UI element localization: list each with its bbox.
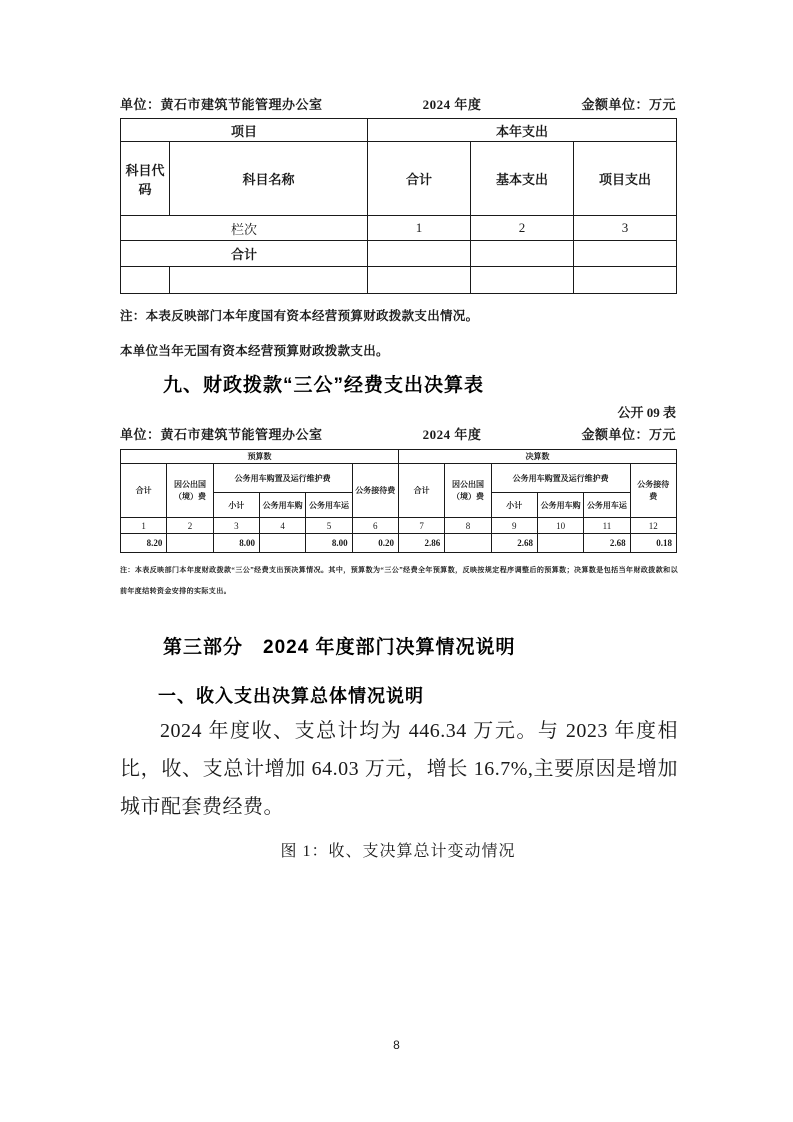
index-cell: 2: [167, 518, 213, 534]
row-total-label: 合计: [121, 241, 368, 267]
table-row: [121, 119, 677, 142]
index-cell: 6: [352, 518, 398, 534]
state-capital-expense-table: [120, 118, 677, 294]
header-total: 合计: [368, 142, 471, 216]
empty-cell: [121, 267, 170, 294]
index-cell: 11: [584, 518, 630, 534]
value-cell: 0.20: [352, 534, 398, 553]
header-vehicle-purchase: 公务用车购: [537, 493, 583, 518]
index-cell: 9: [491, 518, 537, 534]
value-cell: [167, 534, 213, 553]
value-cell: [259, 534, 305, 553]
table-row: [121, 241, 677, 267]
index-cell: 8: [445, 518, 491, 534]
part3-heading1: 一、收入支出决算总体情况说明: [158, 686, 424, 706]
index-cell: 10: [537, 518, 583, 534]
figure1-caption: 图 1：收、支决算总计变动情况: [280, 843, 516, 860]
amount-unit-label: 金额单位：万元: [581, 97, 676, 112]
value-cell: 8.00: [306, 534, 352, 553]
empty-cell: [368, 267, 471, 294]
unit-label: 单位：黄石市建筑节能管理办公室: [120, 97, 323, 112]
header-vehicle-purchase: 公务用车购: [259, 493, 305, 518]
index-cell: 1: [121, 518, 167, 534]
header-subtotal: 小计: [213, 493, 259, 518]
index-cell: 4: [259, 518, 305, 534]
table-row: [121, 216, 677, 241]
empty-cell: [471, 267, 574, 294]
part3-title: 第三部分 2024 年度部门决算情况说明: [163, 637, 516, 658]
value-cell: 8.00: [213, 534, 259, 553]
value-cell: 8.20: [121, 534, 167, 553]
index-cell: 5: [306, 518, 352, 534]
header-subject-code: 科目代码: [121, 142, 170, 216]
header-subject-name: 科目名称: [170, 142, 368, 216]
header-reception: 公务接待费: [352, 464, 398, 518]
empty-cell: [170, 267, 368, 294]
year-label: 2024 年度: [422, 97, 482, 112]
header-total: 合计: [121, 464, 167, 518]
amount-unit-label: 金额单位：万元: [581, 427, 676, 442]
table-row: [121, 267, 677, 294]
header-subtotal: 小计: [491, 493, 537, 518]
value-cell: 0.18: [630, 534, 676, 553]
table-number-label: 公开 09 表: [617, 405, 676, 420]
header-vehicle-group: 公务用车购置及运行维护费: [491, 464, 630, 493]
value-cell: 2.86: [398, 534, 444, 553]
value-cell: 2.68: [491, 534, 537, 553]
header-year-expense: 本年支出: [368, 119, 677, 142]
header-vehicle-operation: 公务用车运: [306, 493, 352, 518]
empty-cell: [471, 241, 574, 267]
year-label: 2024 年度: [422, 427, 482, 442]
section9-heading: 九、财政拨款“三公”经费支出决算表: [163, 375, 485, 396]
header-project: 项目: [121, 119, 368, 142]
header-vehicle-group: 公务用车购置及运行维护费: [213, 464, 352, 493]
value-cell: 2.68: [584, 534, 630, 553]
header-final-group: 决算数: [398, 450, 676, 464]
table-row: [121, 464, 677, 493]
header-reception: 公务接待 费: [630, 464, 676, 518]
index-cell: 3: [213, 518, 259, 534]
value-cell: [445, 534, 491, 553]
header-abroad: 因公出国 （境）费: [167, 464, 213, 518]
index-cell: 1: [368, 216, 471, 241]
row-index-label: 栏次: [121, 216, 368, 241]
table1-note-line2: 本单位当年无国有资本经营预算财政拨款支出。: [120, 344, 389, 358]
empty-cell: [368, 241, 471, 267]
index-cell: 12: [630, 518, 676, 534]
page-number: 8: [393, 1038, 400, 1052]
table-row: [121, 518, 677, 534]
index-cell: 7: [398, 518, 444, 534]
table-row: [121, 142, 677, 216]
empty-cell: [574, 267, 677, 294]
index-cell: 2: [471, 216, 574, 241]
part3-paragraph: 2024 年度收、支总计均为 446.34 万元。与 2023 年度相比，收、支总计增加 64.03 万元，增长 16.7%,主要原因是增加城市配套费经费。: [120, 720, 678, 818]
table-row: [121, 450, 677, 464]
header-budget-group: 预算数: [121, 450, 399, 464]
header-abroad: 因公出国 （境）费: [445, 464, 491, 518]
header-basic-expense: 基本支出: [471, 142, 574, 216]
table2-note: 注：本表反映部门本年度财政拨款“三公”经费支出预决算情况。其中，预算数为“三公”经费全年预算数，反映按规定程序调整后的预算数；决算数是包括当年财政拨款和以前年度结转资金安排的实际支出。: [120, 566, 678, 595]
value-cell: [537, 534, 583, 553]
table1-meta-row: [120, 94, 676, 113]
empty-cell: [574, 241, 677, 267]
table-row: [121, 534, 677, 553]
table1-note-line1: 注：本表反映部门本年度国有资本经营预算财政拨款支出情况。: [120, 309, 479, 323]
header-total: 合计: [398, 464, 444, 518]
header-vehicle-operation: 公务用车运: [584, 493, 630, 518]
three-public-expense-table: [120, 449, 677, 553]
unit-label: 单位：黄石市建筑节能管理办公室: [120, 427, 323, 442]
index-cell: 3: [574, 216, 677, 241]
table2-meta-row: [120, 424, 676, 443]
header-item-expense: 项目支出: [574, 142, 677, 216]
